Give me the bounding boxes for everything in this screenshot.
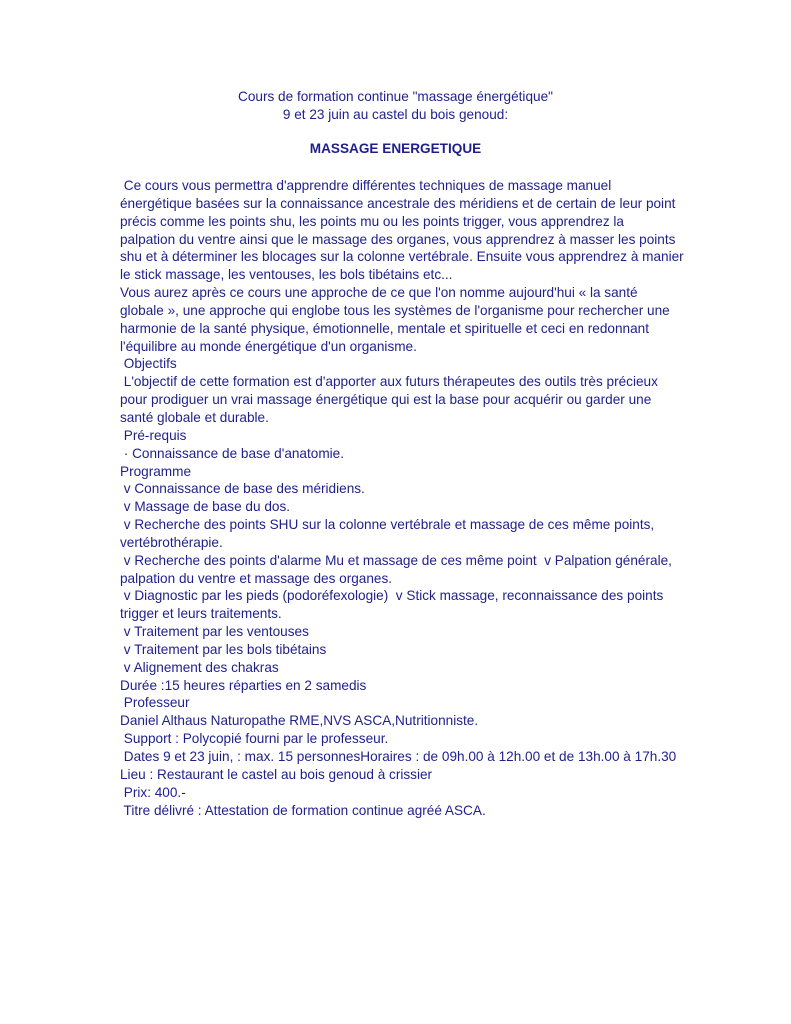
text-line: le stick massage, les ventouses, les bols tibétains etc... [120, 267, 453, 283]
text-line: harmonie de la santé physique, émotionnelle, mentale et spirituelle et ceci en redonnant [120, 320, 649, 336]
section-label-programme: Programme [120, 463, 192, 479]
text-line: santé globale et durable. [120, 409, 269, 425]
text-line: Ce cours vous permettra d'apprendre différentes techniques de massage manuel [120, 178, 612, 193]
list-item: v Diagnostic par les pieds (podoréfexologie) v Stick massage, reconnaissance des points [120, 588, 664, 604]
body-text [120, 177, 684, 819]
text-line: Vous aurez après ce cours une approche de ce que l'on nomme aujourd'hui « la santé [120, 285, 638, 301]
text-line: pour prodiguer un vrai massage énergétique qui est la base pour acquérir ou garder une [120, 392, 652, 408]
list-item: · Connaissance de base d'anatomie. [120, 445, 345, 461]
text-line: globale », une approche qui englobe tous les systèmes de l'organisme pour rechercher une [120, 302, 670, 318]
text-line: l'équilibre au monde énergétique d'un organisme. [120, 338, 417, 354]
section-label-prerequis: Pré-requis [120, 427, 187, 443]
section-heading: MASSAGE ENERGETIQUE [309, 141, 482, 156]
list-item: v Traitement par les ventouses [120, 624, 309, 640]
list-item: v Recherche des points d'alarme Mu et massage de ces même point v Palpation générale, [120, 552, 672, 568]
teacher-line: Daniel Althaus Naturopathe RME,NVS ASCA,Nutritionniste. [120, 713, 479, 729]
text-line: précis comme les points shu, les points mu ou les points trigger, vous apprendrez la [120, 213, 624, 229]
list-item: v Recherche des points SHU sur la colonne vertébrale et massage de ces même points, [120, 517, 655, 533]
text-line: palpation du ventre ainsi que le massage des organes, vous apprendrez à masser les points [120, 231, 676, 247]
text-line: L'objectif de cette formation est d'apporter aux futurs thérapeutes des outils très précieux [120, 374, 658, 390]
text-line: vertébrothérapie. [120, 534, 223, 550]
location-line: Lieu : Restaurant le castel au bois genoud à crissier [120, 766, 433, 782]
list-item: v Traitement par les bols tibétains [120, 641, 327, 657]
support-line: Support : Polycopié fourni par le professeur. [120, 731, 389, 747]
text-line: palpation du ventre et massage des organes. [120, 570, 393, 586]
course-title-line: Cours de formation continue "massage énergétique" [238, 89, 553, 104]
section-label-objectifs: Objectifs [120, 356, 177, 372]
course-dates-line: 9 et 23 juin au castel du bois genoud: [282, 107, 509, 122]
duration-line: Durée :15 heures réparties en 2 samedis [120, 677, 367, 693]
list-item: v Massage de base du dos. [120, 499, 291, 515]
text-line: trigger et leurs traitements. [120, 606, 282, 622]
text-line: shu et à déterminer les blocages sur la colonne vertébrale. Ensuite vous apprendrez à manier [120, 249, 684, 265]
text-line: énergétique basées sur la connaissance ancestrale des méridiens et de certain de leur point [120, 195, 676, 211]
list-item: v Connaissance de base des méridiens. [120, 481, 365, 497]
price-line: Prix: 400.- [120, 784, 186, 800]
section-label-professeur: Professeur [120, 695, 190, 711]
list-item: v Alignement des chakras [120, 659, 279, 675]
certificate-line: Titre délivré : Attestation de formation continue agréé ASCA. [120, 802, 486, 818]
dates-line: Dates 9 et 23 juin, : max. 15 personnesHoraires : de 09h.00 à 12h.00 et de 13h.00 à 17h.30 [120, 749, 677, 764]
